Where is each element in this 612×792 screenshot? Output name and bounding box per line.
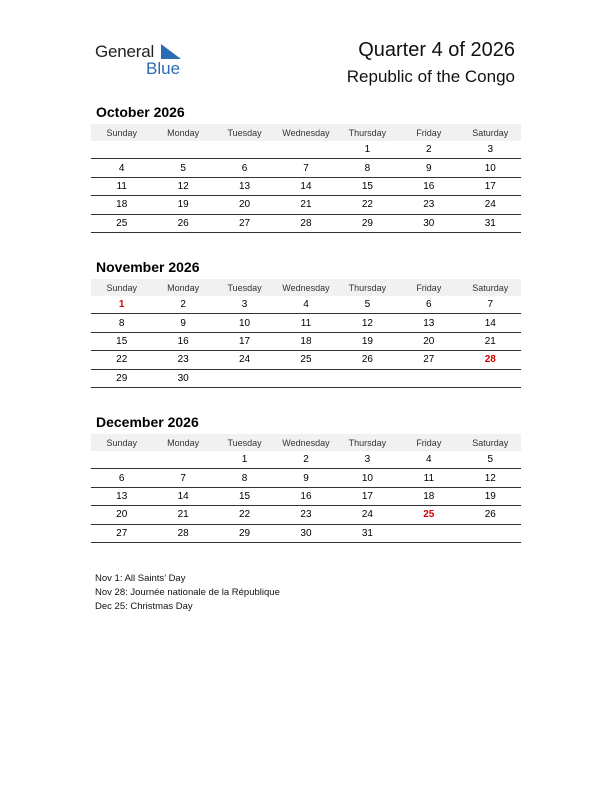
day-cell: 4 bbox=[398, 451, 459, 469]
week-row bbox=[91, 451, 521, 469]
day-cell: 3 bbox=[460, 141, 521, 159]
day-cell: 24 bbox=[337, 506, 398, 524]
weekday-header: Friday bbox=[398, 124, 459, 141]
day-cell: 2 bbox=[275, 451, 336, 469]
day-cell: 31 bbox=[460, 214, 521, 232]
day-cell: 13 bbox=[214, 177, 275, 195]
empty-day-cell bbox=[214, 369, 275, 387]
day-cell: 12 bbox=[337, 314, 398, 332]
day-cell: 18 bbox=[275, 332, 336, 350]
week-row bbox=[91, 469, 521, 487]
weekday-header: Friday bbox=[398, 434, 459, 451]
week-row bbox=[91, 141, 521, 159]
day-cell: 30 bbox=[275, 524, 336, 542]
day-cell: 27 bbox=[398, 351, 459, 369]
day-cell: 14 bbox=[275, 177, 336, 195]
holiday-note: Dec 25: Christmas Day bbox=[95, 601, 193, 612]
empty-day-cell bbox=[275, 369, 336, 387]
day-cell: 21 bbox=[152, 506, 213, 524]
empty-day-cell bbox=[152, 451, 213, 469]
day-cell: 27 bbox=[214, 214, 275, 232]
weekday-header: Thursday bbox=[337, 434, 398, 451]
logo bbox=[95, 40, 195, 80]
month-title: November 2026 bbox=[96, 259, 200, 275]
day-cell: 6 bbox=[398, 296, 459, 314]
day-cell: 9 bbox=[398, 159, 459, 177]
day-cell: 7 bbox=[460, 296, 521, 314]
weekday-header-row bbox=[91, 124, 521, 141]
logo-flag-icon bbox=[161, 44, 181, 60]
day-cell: 12 bbox=[460, 469, 521, 487]
day-cell: 26 bbox=[337, 351, 398, 369]
day-cell: 11 bbox=[275, 314, 336, 332]
empty-day-cell bbox=[460, 524, 521, 542]
weekday-header: Wednesday bbox=[275, 124, 336, 141]
day-cell: 3 bbox=[214, 296, 275, 314]
day-cell: 12 bbox=[152, 177, 213, 195]
empty-day-cell bbox=[398, 369, 459, 387]
week-row bbox=[91, 369, 521, 387]
day-cell: 26 bbox=[460, 506, 521, 524]
day-cell: 5 bbox=[337, 296, 398, 314]
day-cell: 11 bbox=[398, 469, 459, 487]
day-cell: 17 bbox=[460, 177, 521, 195]
day-cell: 26 bbox=[152, 214, 213, 232]
week-row bbox=[91, 487, 521, 505]
day-cell: 9 bbox=[152, 314, 213, 332]
day-cell: 16 bbox=[152, 332, 213, 350]
weekday-header: Wednesday bbox=[275, 279, 336, 296]
day-cell: 5 bbox=[460, 451, 521, 469]
day-cell: 19 bbox=[460, 487, 521, 505]
holiday-day-cell: 1 bbox=[91, 296, 152, 314]
day-cell: 16 bbox=[398, 177, 459, 195]
day-cell: 8 bbox=[91, 314, 152, 332]
day-cell: 15 bbox=[214, 487, 275, 505]
day-cell: 2 bbox=[398, 141, 459, 159]
day-cell: 20 bbox=[214, 196, 275, 214]
day-cell: 23 bbox=[152, 351, 213, 369]
holiday-note: Nov 28: Journée nationale de la République bbox=[95, 587, 280, 598]
day-cell: 13 bbox=[398, 314, 459, 332]
day-cell: 10 bbox=[460, 159, 521, 177]
weekday-header: Tuesday bbox=[214, 124, 275, 141]
day-cell: 19 bbox=[152, 196, 213, 214]
weekday-header: Saturday bbox=[460, 124, 521, 141]
day-cell: 24 bbox=[460, 196, 521, 214]
holiday-notes bbox=[95, 572, 280, 614]
week-row bbox=[91, 351, 521, 369]
week-row bbox=[91, 506, 521, 524]
day-cell: 15 bbox=[337, 177, 398, 195]
day-cell: 1 bbox=[214, 451, 275, 469]
day-cell: 10 bbox=[214, 314, 275, 332]
day-cell: 16 bbox=[275, 487, 336, 505]
day-cell: 6 bbox=[91, 469, 152, 487]
day-cell: 2 bbox=[152, 296, 213, 314]
day-cell: 29 bbox=[337, 214, 398, 232]
day-cell: 7 bbox=[152, 469, 213, 487]
day-cell: 28 bbox=[152, 524, 213, 542]
weekday-header: Monday bbox=[152, 279, 213, 296]
calendar-table bbox=[91, 124, 521, 233]
month-title: October 2026 bbox=[96, 104, 185, 120]
empty-day-cell bbox=[275, 141, 336, 159]
day-cell: 25 bbox=[91, 214, 152, 232]
day-cell: 20 bbox=[398, 332, 459, 350]
weekday-header: Saturday bbox=[460, 434, 521, 451]
holiday-day-cell: 28 bbox=[460, 351, 521, 369]
weekday-header-row bbox=[91, 434, 521, 451]
month-november bbox=[91, 259, 521, 388]
day-cell: 18 bbox=[91, 196, 152, 214]
empty-day-cell bbox=[214, 141, 275, 159]
empty-day-cell bbox=[91, 451, 152, 469]
day-cell: 15 bbox=[91, 332, 152, 350]
day-cell: 11 bbox=[91, 177, 152, 195]
day-cell: 14 bbox=[460, 314, 521, 332]
day-cell: 17 bbox=[337, 487, 398, 505]
holiday-note: Nov 1: All Saints’ Day bbox=[95, 573, 186, 584]
weekday-header: Sunday bbox=[91, 279, 152, 296]
month-december bbox=[91, 414, 521, 543]
weekday-header-row bbox=[91, 279, 521, 296]
calendar-table bbox=[91, 434, 521, 543]
week-row bbox=[91, 214, 521, 232]
day-cell: 3 bbox=[337, 451, 398, 469]
day-cell: 29 bbox=[214, 524, 275, 542]
weekday-header: Thursday bbox=[337, 279, 398, 296]
week-row bbox=[91, 314, 521, 332]
day-cell: 7 bbox=[275, 159, 336, 177]
day-cell: 31 bbox=[337, 524, 398, 542]
weekday-header: Tuesday bbox=[214, 279, 275, 296]
weekday-header: Friday bbox=[398, 279, 459, 296]
day-cell: 10 bbox=[337, 469, 398, 487]
day-cell: 24 bbox=[214, 351, 275, 369]
day-cell: 9 bbox=[275, 469, 336, 487]
day-cell: 18 bbox=[398, 487, 459, 505]
day-cell: 30 bbox=[152, 369, 213, 387]
weekday-header: Wednesday bbox=[275, 434, 336, 451]
weekday-header: Monday bbox=[152, 124, 213, 141]
day-cell: 20 bbox=[91, 506, 152, 524]
day-cell: 13 bbox=[91, 487, 152, 505]
logo-text-general: General bbox=[95, 42, 155, 61]
day-cell: 6 bbox=[214, 159, 275, 177]
month-october bbox=[91, 104, 521, 233]
page-title: Quarter 4 of 2026 bbox=[358, 39, 515, 61]
weekday-header: Tuesday bbox=[214, 434, 275, 451]
day-cell: 17 bbox=[214, 332, 275, 350]
day-cell: 21 bbox=[460, 332, 521, 350]
week-row bbox=[91, 196, 521, 214]
day-cell: 30 bbox=[398, 214, 459, 232]
empty-day-cell bbox=[460, 369, 521, 387]
day-cell: 5 bbox=[152, 159, 213, 177]
week-row bbox=[91, 296, 521, 314]
week-row bbox=[91, 159, 521, 177]
calendar-table bbox=[91, 279, 521, 388]
weekday-header: Sunday bbox=[91, 124, 152, 141]
weekday-header: Sunday bbox=[91, 434, 152, 451]
day-cell: 1 bbox=[337, 141, 398, 159]
day-cell: 27 bbox=[91, 524, 152, 542]
day-cell: 22 bbox=[337, 196, 398, 214]
week-row bbox=[91, 177, 521, 195]
logo-text-blue: Blue bbox=[146, 59, 181, 78]
month-title: December 2026 bbox=[96, 414, 199, 430]
day-cell: 22 bbox=[214, 506, 275, 524]
day-cell: 22 bbox=[91, 351, 152, 369]
day-cell: 21 bbox=[275, 196, 336, 214]
day-cell: 8 bbox=[214, 469, 275, 487]
weekday-header: Saturday bbox=[460, 279, 521, 296]
day-cell: 23 bbox=[275, 506, 336, 524]
holiday-day-cell: 25 bbox=[398, 506, 459, 524]
page-subtitle: Republic of the Congo bbox=[346, 67, 515, 86]
week-row bbox=[91, 524, 521, 542]
weekday-header: Thursday bbox=[337, 124, 398, 141]
day-cell: 29 bbox=[91, 369, 152, 387]
empty-day-cell bbox=[337, 369, 398, 387]
day-cell: 25 bbox=[275, 351, 336, 369]
day-cell: 28 bbox=[275, 214, 336, 232]
weekday-header: Monday bbox=[152, 434, 213, 451]
day-cell: 19 bbox=[337, 332, 398, 350]
week-row bbox=[91, 332, 521, 350]
day-cell: 14 bbox=[152, 487, 213, 505]
day-cell: 4 bbox=[275, 296, 336, 314]
day-cell: 23 bbox=[398, 196, 459, 214]
day-cell: 4 bbox=[91, 159, 152, 177]
day-cell: 8 bbox=[337, 159, 398, 177]
empty-day-cell bbox=[152, 141, 213, 159]
empty-day-cell bbox=[91, 141, 152, 159]
empty-day-cell bbox=[398, 524, 459, 542]
